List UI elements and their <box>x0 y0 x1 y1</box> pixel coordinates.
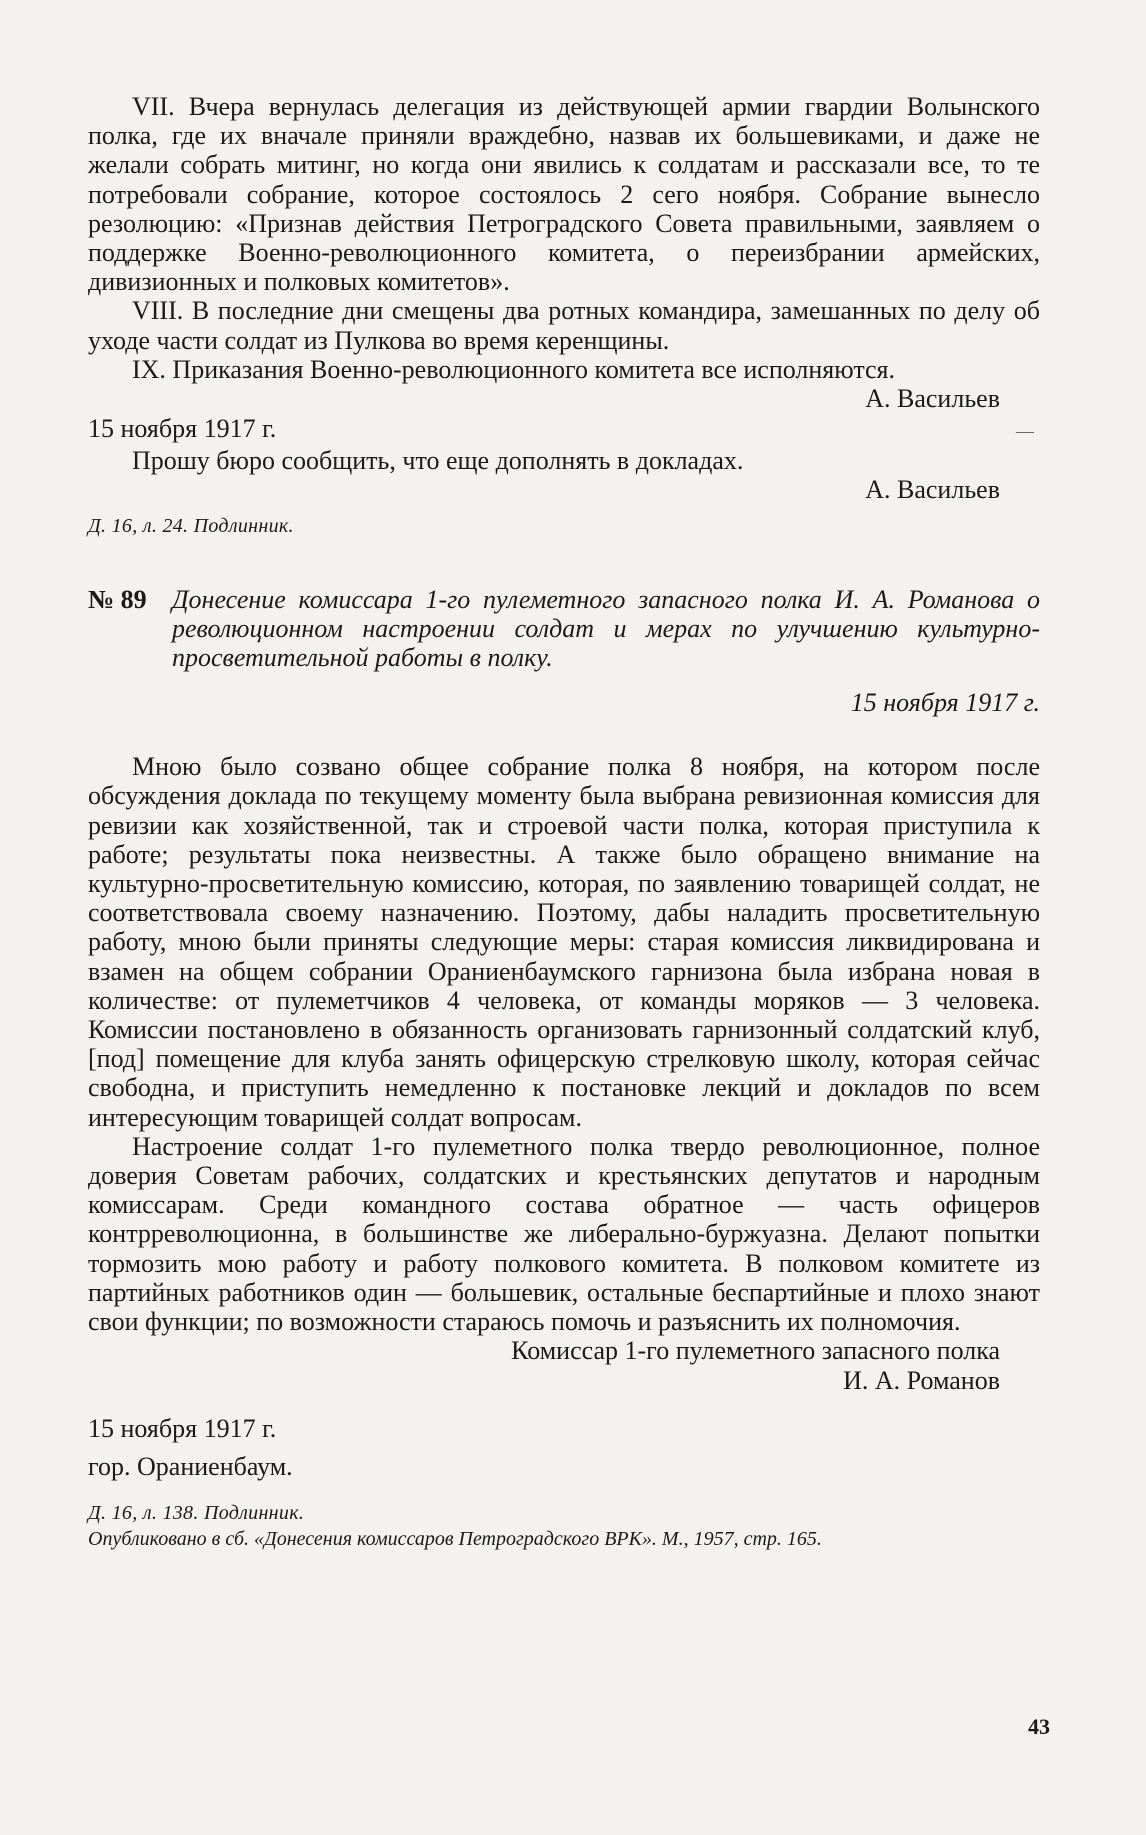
paragraph-vii: VII. Вчера вернулась делегация из действующей армии гвардии Волынского полка, где их вначале приняли враждебно, назвав их большевиками, и даже не желали собрать митинг, но когда они явились к солдатам и рассказали все, то те потребовали собрание, которое состоялось 2 сего ноября. Собрание вынесло резолюцию: «Признав действия Петроградского Совета правильными, заявляем о поддержке Военно-революционного комитета, о переизбрании армейских, дивизионных и полковых комитетов». <box>88 92 1040 297</box>
date-row-1 <box>88 414 1040 446</box>
signer-name: И. А. Романов <box>843 1366 1000 1396</box>
report-paragraph-1: Мною было созвано общее собрание полка 8 ноября, на котором после обсуждения доклада по текущему моменту была выбрана ревизионная комиссия для ревизии как хозяйственной, так и строевой части полка, которая приступила к работе; результаты пока неизвестны. А также было обращено внимание на культурно-просветительную комиссию, которая, по заявлению товарищей солдат, не соответствовала своему назначению. Поэтому, дабы наладить просветительную работу, мною были приняты следующие меры: старая комиссия ликвидирована и взамен на общем собрании Ораниенбаумского гарнизона была избрана новая в количестве: от пулеметчиков 4 человека, от команды моряков — 3 человека. Комиссии постановлено в обязанность организовать гарнизонный солдатский клуб, [под] помещение для клуба занять офицерскую стрелковую школу, которая сейчас свободна, и приступить немедленно к постановке лекций и докладов по всем интересующим товарищей солдат вопросам. <box>88 752 1040 1132</box>
signer-title: Комиссар 1-го пулеметного запасного полка <box>511 1336 1000 1366</box>
document-date-header: 15 ноября 1917 г. <box>850 688 1040 718</box>
report-date-2: 15 ноября 1917 г. <box>88 1414 277 1444</box>
paragraph-ix: IX. Приказания Военно-революционного комитета все исполняются. <box>132 354 896 384</box>
document-heading <box>88 585 1040 672</box>
report-paragraph-2: Настроение солдат 1-го пулеметного полка твердо революционное, полное доверия Советам рабочих, солдатских и крестьянских депутатов и народным комиссарам. Среди командного состава обратное — часть офицеров контрреволюционна, в большинстве же либерально-буржуазна. Делают попытки тормозить мою работу и работу полкового комитета. В полковом комитете из партийных работников один — большевик, остальные беспартийные и плохо знают свои функции; по возможности стараюсь помочь и разъяснить их полномочия. <box>88 1131 1040 1337</box>
document-title: Донесение комиссара 1-го пулеметного запасного полка И. А. Романова о революционном настроении солдат и мерах по улучшению культурно-просветительной работы в полку. <box>172 585 1040 673</box>
report-date-1: 15 ноября 1917 г. <box>88 414 277 444</box>
report-place: гор. Ораниенбаум. <box>88 1452 293 1482</box>
archive-reference-2: Д. 16, л. 138. Подлинник. <box>88 1502 305 1525</box>
publication-reference: Опубликовано в сб. «Донесения комиссаров Петроградского ВРК». М., 1957, стр. 165. <box>88 1528 822 1551</box>
signature-vasiliev-1: А. Васильев <box>865 384 1000 414</box>
signature-vasiliev-2: А. Васильев <box>865 475 1000 505</box>
page-number: 43 <box>1028 1714 1050 1739</box>
margin-mark: — <box>1016 421 1034 442</box>
request-line: Прошу бюро сообщить, что еще дополнять в докладах. <box>132 446 744 476</box>
paragraph-viii: VIII. В последние дни смещены два ротных командира, замешанных по делу об уходе части солдат из Пулкова во время керенщины. <box>88 296 1040 355</box>
document-number: № 89 <box>88 585 147 615</box>
archive-reference-1: Д. 16, л. 24. Подлинник. <box>88 515 294 538</box>
